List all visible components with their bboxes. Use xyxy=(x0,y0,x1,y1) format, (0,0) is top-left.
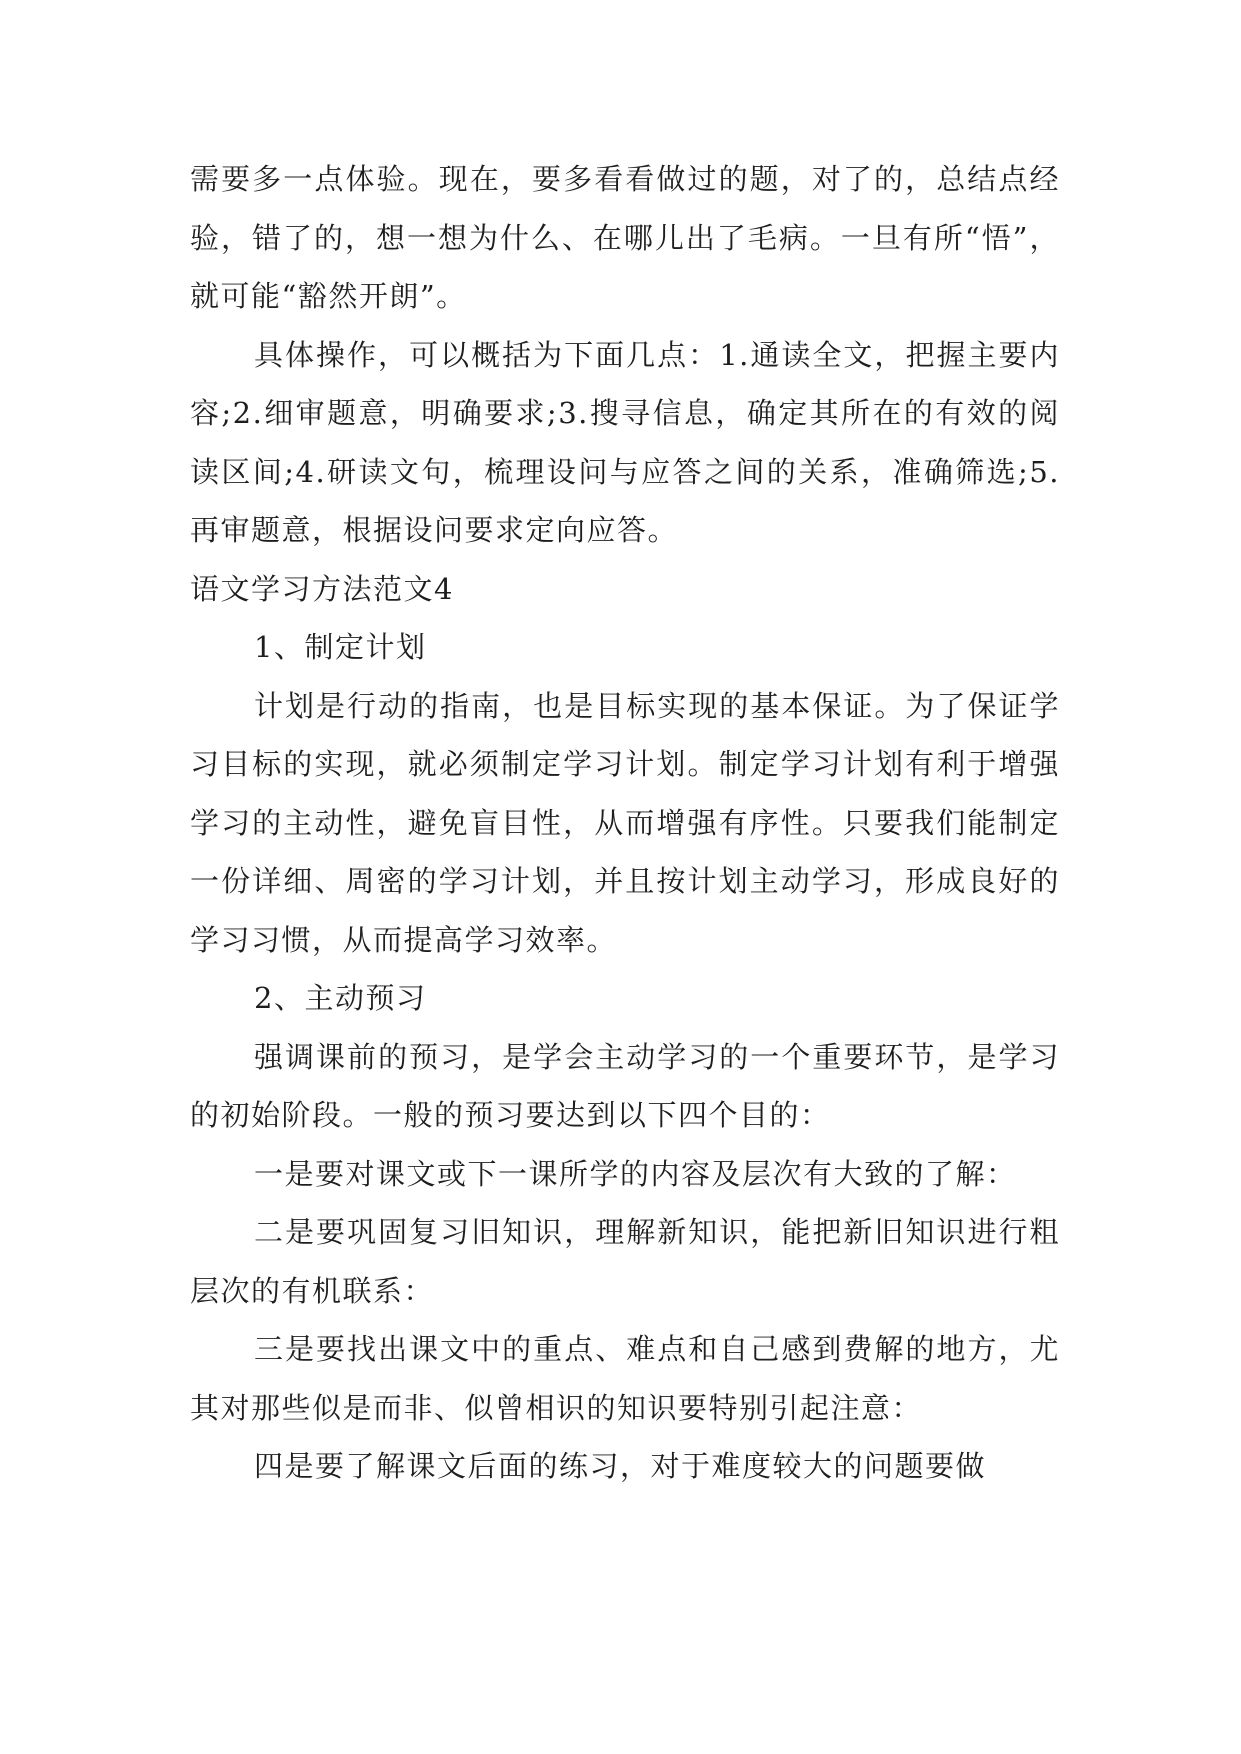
subheading-make-plan: 1、制定计划 xyxy=(254,630,427,664)
paragraph-plan: 计划是行动的指南，也是目标实现的基本保证。为了保证学习目标的实现，就必须制定学习计划。制定学习计划有利于增强学习的主动性，避免盲目性，从而增强有序性。只要我们能制定一份详细、周密的学习计划，并且按计划主动学习，形成良好的学习习惯，从而提高学习效率。 xyxy=(190,688,1060,957)
paragraph-goal-four: 四是要了解课文后面的练习，对于难度较大的问题要做 xyxy=(254,1449,987,1483)
paragraph-experience: 需要多一点体验。现在，要多看看做过的题，对了的，总结点经验，错了的，想一想为什么、在哪儿出了毛病。一旦有所“悟”，就可能“豁然开朗”。 xyxy=(190,162,1060,313)
paragraph-goal-one: 一是要对课文或下一课所学的内容及层次有大致的了解： xyxy=(254,1156,1017,1191)
paragraph-preview: 强调课前的预习，是学会主动学习的一个重要环节，是学习的初始阶段。一般的预习要达到以下四个目的： xyxy=(190,1039,1060,1132)
subheading-preview: 2、主动预习 xyxy=(254,981,427,1015)
document-body xyxy=(190,150,1060,1496)
section-heading: 语文学习方法范文4 xyxy=(190,571,454,606)
paragraph-goal-three: 三是要找出课文中的重点、难点和自己感到费解的地方，尤其对那些似是而非、似曾相识的知识要特别引起注意： xyxy=(190,1332,1060,1425)
paragraph-goal-two: 二是要巩固复习旧知识，理解新知识，能把新旧知识进行粗层次的有机联系： xyxy=(190,1215,1060,1308)
paragraph-operation-steps: 具体操作，可以概括为下面几点：1.通读全文，把握主要内容;2.细审题意，明确要求;3.搜寻信息，确定其所在的有效的阅读区间;4.研读文句，梳理设问与应答之间的关系，准确筛选;5.再审题意，根据设问要求定向应答。 xyxy=(190,337,1060,547)
